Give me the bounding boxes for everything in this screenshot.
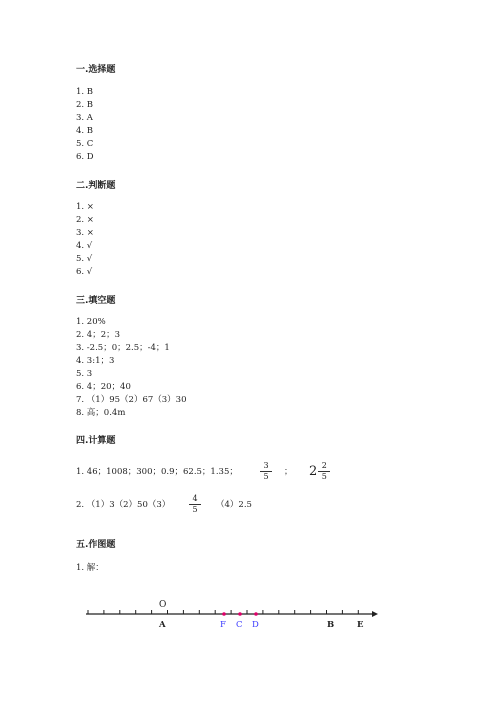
fraction-numerator: 4: [192, 494, 198, 503]
separator: ；: [284, 467, 293, 477]
list-item: 4. 3:1；3: [76, 356, 115, 366]
point-marker-f: [222, 612, 226, 616]
list-item: 1. ×: [76, 202, 94, 212]
list-item: 3. -2.5；0；2.5；-4；1: [76, 343, 170, 353]
list-item: 5. √: [76, 254, 93, 264]
list-item: 3. ×: [76, 228, 94, 238]
number-line-arrow: [372, 611, 378, 617]
label-e: E: [357, 620, 364, 630]
section-title-draw: 五.作图题: [76, 540, 116, 550]
list-item: 1. 20%: [76, 317, 106, 327]
label-f: F: [220, 620, 226, 630]
origin-label: O: [159, 600, 167, 610]
list-item: 1. B: [76, 87, 94, 97]
section-title-calc: 四.计算题: [76, 436, 116, 446]
point-marker-c: [238, 612, 242, 616]
section-title-fill: 三.填空题: [76, 296, 116, 306]
list-item: 7. （1）95（2）67（3）30: [76, 395, 187, 405]
list-item: 2. ×: [76, 215, 94, 225]
list-item: 4. B: [76, 126, 94, 136]
label-b: B: [327, 620, 335, 630]
section-title-choice: 一.选择题: [76, 65, 116, 75]
point-marker-d: [254, 612, 258, 616]
list-item: 6. D: [76, 152, 94, 162]
mixed-whole: 2: [309, 464, 318, 479]
label-a: A: [159, 620, 166, 630]
section-title-judge: 二.判断题: [76, 181, 116, 191]
label-c: C: [236, 620, 243, 630]
list-item: 6. 4；20；40: [76, 382, 131, 392]
list-item: 2. B: [76, 100, 94, 110]
calc-answer-2: 2. （1）3（2）50（3）: [76, 500, 171, 510]
list-item: 5. 3: [76, 369, 93, 379]
list-item: 3. A: [76, 113, 93, 123]
draw-answer-label: 1. 解：: [76, 563, 104, 573]
list-item: 2. 4；2；3: [76, 330, 121, 340]
list-item: 8. 高；0.4m: [76, 408, 126, 418]
fraction-denominator: 5: [192, 505, 198, 514]
list-item: 6. √: [76, 267, 93, 277]
label-d: D: [252, 620, 259, 630]
list-item: 5. C: [76, 139, 94, 149]
fraction-denominator: 5: [321, 472, 327, 481]
fraction-numerator: 3: [263, 461, 269, 470]
calc-answer-2-tail: （4）2.5: [216, 500, 252, 510]
calc-answer-1: 1. 46；1008；300；0.9；62.5；1.35；: [76, 467, 238, 477]
list-item: 4. √: [76, 241, 93, 251]
fraction-denominator: 5: [263, 472, 269, 481]
fraction-numerator: 2: [321, 461, 327, 470]
